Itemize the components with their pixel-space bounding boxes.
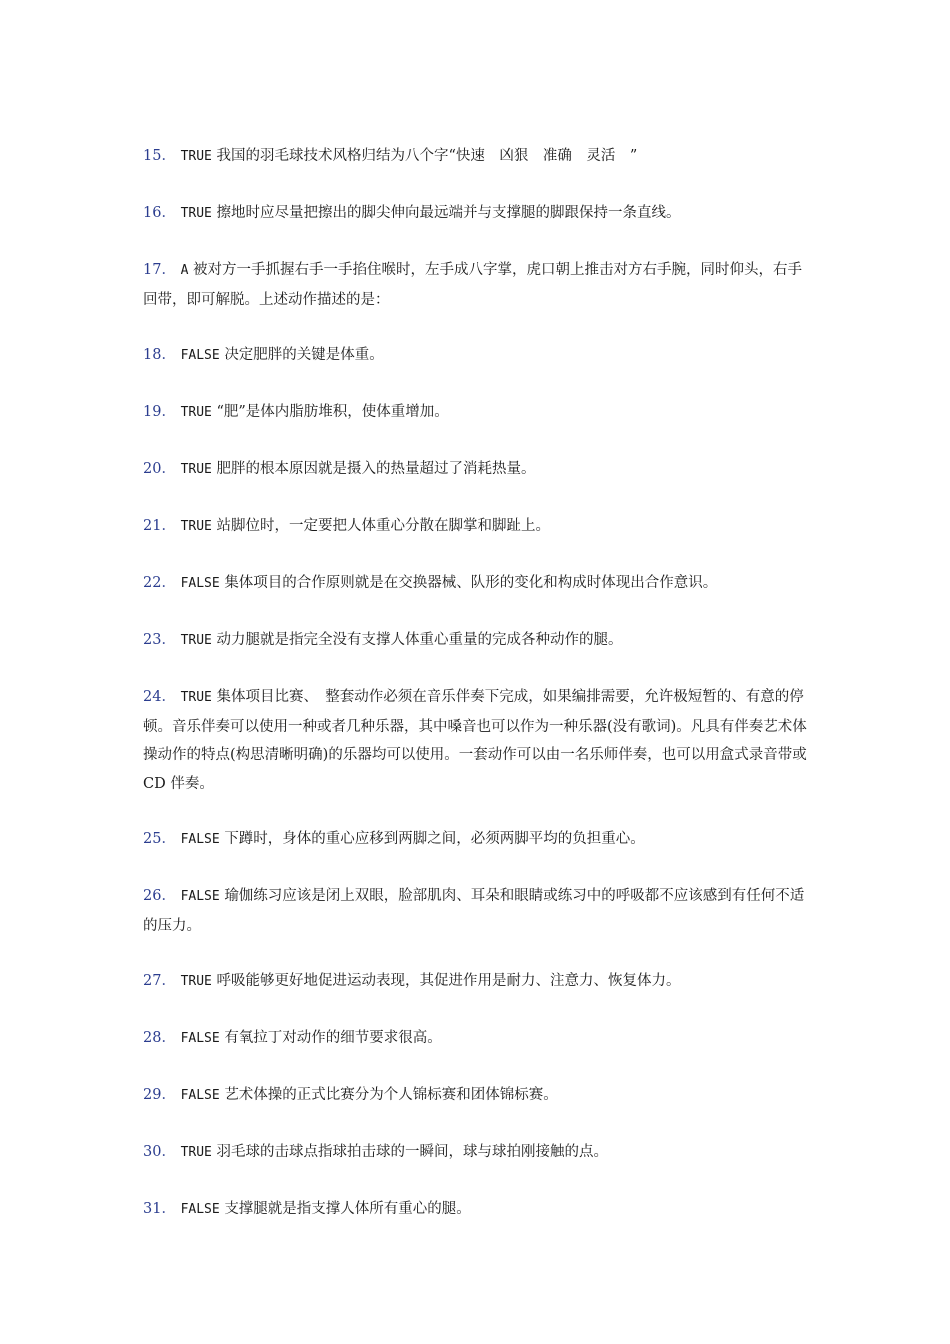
question-answer: FALSE bbox=[180, 576, 220, 591]
question-text: 支撑腿就是指支撑人体所有重心的腿。 bbox=[224, 1201, 471, 1217]
question-number: 21． bbox=[143, 518, 176, 534]
question-item-17 bbox=[143, 256, 811, 314]
question-item-25 bbox=[143, 825, 811, 855]
question-item-18 bbox=[143, 341, 811, 371]
question-number: 29． bbox=[143, 1087, 176, 1103]
question-number: 28． bbox=[143, 1030, 176, 1046]
question-number: 17． bbox=[143, 262, 176, 278]
question-item-22 bbox=[143, 569, 811, 599]
question-text: 羽毛球的击球点指球拍击球的一瞬间，球与球拍刚接触的点。 bbox=[216, 1144, 608, 1160]
question-item-28 bbox=[143, 1024, 811, 1054]
question-number: 26． bbox=[143, 888, 176, 904]
question-answer: TRUE bbox=[180, 974, 212, 989]
question-text: 站脚位时，一定要把人体重心分散在脚掌和脚趾上。 bbox=[216, 518, 550, 534]
question-item-15 bbox=[143, 142, 811, 172]
question-item-20 bbox=[143, 455, 811, 485]
question-answer: FALSE bbox=[180, 889, 220, 904]
question-text: 动力腿就是指完全没有支撑人体重心重量的完成各种动作的腿。 bbox=[216, 632, 623, 648]
question-answer: A bbox=[180, 263, 189, 278]
question-answer: TRUE bbox=[180, 1145, 212, 1160]
question-answer: FALSE bbox=[180, 1202, 220, 1217]
question-text: 艺术体操的正式比赛分为个人锦标赛和团体锦标赛。 bbox=[224, 1087, 558, 1103]
question-text: 有氧拉丁对动作的细节要求很高。 bbox=[224, 1030, 442, 1046]
question-number: 19． bbox=[143, 404, 176, 420]
question-text: 肥胖的根本原因就是摄入的热量超过了消耗热量。 bbox=[216, 461, 536, 477]
question-answer: TRUE bbox=[180, 633, 212, 648]
question-item-24 bbox=[143, 683, 811, 798]
question-answer: FALSE bbox=[180, 348, 220, 363]
question-text: 集体项目比赛、 整套动作必须在音乐伴奏下完成，如果编排需要，允许极短暂的、有意的停顿。音乐伴奏可以使用一种或者几种乐器，其中嗓音也可以作为一种乐器(没有歌词)。凡具有伴奏艺术体操动作的特点(构思清晰明确)的乐器均可以使用。一套动作可以由一名乐师伴奏，也可以用盒式录音带或 CD 伴奏。 bbox=[143, 689, 807, 792]
question-number: 23． bbox=[143, 632, 176, 648]
question-item-27 bbox=[143, 967, 811, 997]
question-number: 16． bbox=[143, 205, 176, 221]
question-item-21 bbox=[143, 512, 811, 542]
question-answer: FALSE bbox=[180, 1088, 220, 1103]
question-answer: TRUE bbox=[180, 405, 212, 420]
question-text: 擦地时应尽量把擦出的脚尖伸向最远端并与支撑腿的脚跟保持一条直线。 bbox=[216, 205, 681, 221]
question-answer: TRUE bbox=[180, 462, 212, 477]
question-text: 瑜伽练习应该是闭上双眼，脸部肌肉、耳朵和眼睛或练习中的呼吸都不应该感到有任何不适的压力。 bbox=[143, 888, 805, 934]
question-text: 被对方一手抓握右手一手掐住喉时，左手成八字掌，虎口朝上推击对方右手腕，同时仰头，右手回带，即可解脱。上述动作描述的是： bbox=[143, 262, 802, 308]
question-item-31 bbox=[143, 1195, 811, 1225]
question-number: 24． bbox=[143, 689, 176, 705]
question-item-16 bbox=[143, 199, 811, 229]
question-number: 27． bbox=[143, 973, 176, 989]
question-answer: TRUE bbox=[180, 149, 212, 164]
question-item-29 bbox=[143, 1081, 811, 1111]
question-number: 18． bbox=[143, 347, 176, 363]
question-item-26 bbox=[143, 882, 811, 940]
question-item-23 bbox=[143, 626, 811, 656]
question-answer: TRUE bbox=[180, 519, 212, 534]
question-text: 下蹲时，身体的重心应移到两脚之间，必须两脚平均的负担重心。 bbox=[224, 831, 645, 847]
question-number: 31． bbox=[143, 1201, 176, 1217]
question-answer: TRUE bbox=[180, 206, 212, 221]
question-text: 呼吸能够更好地促进运动表现，其促进作用是耐力、注意力、恢复体力。 bbox=[216, 973, 681, 989]
question-item-30 bbox=[143, 1138, 811, 1168]
question-text: 我国的羽毛球技术风格归结为八个字“快速 凶狠 准确 灵活 ” bbox=[216, 148, 638, 164]
question-text: 决定肥胖的关键是体重。 bbox=[224, 347, 384, 363]
question-text: 集体项目的合作原则就是在交换器械、队形的变化和构成时体现出合作意识。 bbox=[224, 575, 718, 591]
question-item-19 bbox=[143, 398, 811, 428]
question-number: 15． bbox=[143, 148, 176, 164]
question-number: 20． bbox=[143, 461, 176, 477]
question-number: 25． bbox=[143, 831, 176, 847]
question-text: “肥”是体内脂肪堆积，使体重增加。 bbox=[216, 404, 449, 420]
question-answer: FALSE bbox=[180, 832, 220, 847]
question-answer: FALSE bbox=[180, 1031, 220, 1046]
question-number: 30． bbox=[143, 1144, 176, 1160]
question-number: 22． bbox=[143, 575, 176, 591]
question-answer: TRUE bbox=[180, 690, 212, 705]
